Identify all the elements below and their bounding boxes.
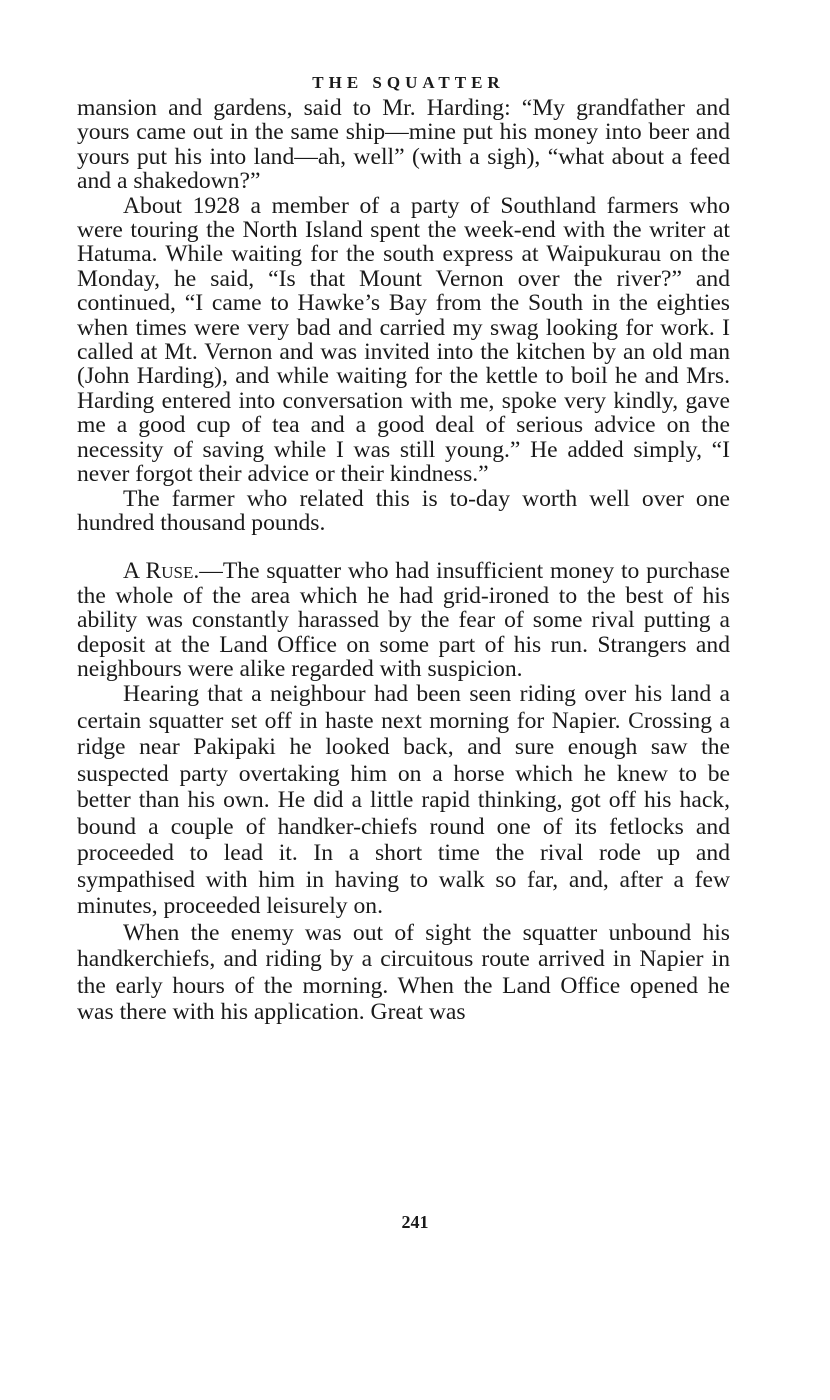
paragraph-enemy-out-of-sight: When the enemy was out of sight the squatter unbound his handkerchiefs, and riding by a circuitous route arrived in Napier in the early hours of the morning. When the Land Office opened he was there with his application. Great was	[77, 919, 730, 1026]
book-page	[77, 70, 730, 1026]
paragraph-farmer-worth: The farmer who related this is to-day worth well over one hundred thousand pounds.	[77, 485, 730, 536]
page-number: 241	[401, 1212, 429, 1232]
body-text	[77, 96, 730, 1026]
paragraph-continuation: mansion and gardens, said to Mr. Harding: “My grandfather and yours came out in the same ship—mine put his money into beer and yours put his into land—ah, well” (with a sigh), “what about a feed and a shakedown?”	[77, 95, 730, 195]
paragraph-neighbour-riding: Hearing that a neighbour had been seen riding over his land a certain squatter set off in haste next morning for Napier. Crossing a ridge near Pakipaki he looked back, and sure enough saw the suspected party overtaking him on a horse which he knew to be better than his own. He did a little rapid thinking, got off his hack, bound a couple of handker-chiefs round one of its fetlocks and proceeded to lead it. In a short time the rival rode up and sympathised with him in having to walk so far, and, after a few minutes, proceeded leisurely on.	[77, 681, 730, 920]
paragraph-a-ruse	[77, 559, 730, 681]
section-heading-a-ruse: A Ruse.	[123, 558, 200, 585]
paragraph-a-ruse-text: —The squatter who had insufficient money to purchase the whole of the area which he had grid-ironed to the best of his ability was constantly harassed by the fear of some rival putting a deposit at the Land Office on some part of his run. Strangers and neighbours were alike regarded with suspicion.	[77, 558, 730, 682]
paragraph-southland-farmer: About 1928 a member of a party of Southland farmers who were touring the North Island spent the week-end with the writer at Hatuma. While waiting for the south express at Waipukurau on the Monday, he said, “Is that Mount Vernon over the river?” and continued, “I came to Hawke’s Bay from the South in the eighties when times were very bad and carried my swag looking for work. I called at Mt. Vernon and was invited into the kitchen by an old man (John Harding), and while waiting for the kettle to boil he and Mrs. Harding entered into conversation with me, spoke very kindly, gave me a good cup of tea and a good deal of serious advice on the necessity of saving while I was still young.” He added simply, “I never forgot their advice or their kindness.”	[77, 192, 730, 488]
running-head: THE SQUATTER	[312, 73, 505, 92]
